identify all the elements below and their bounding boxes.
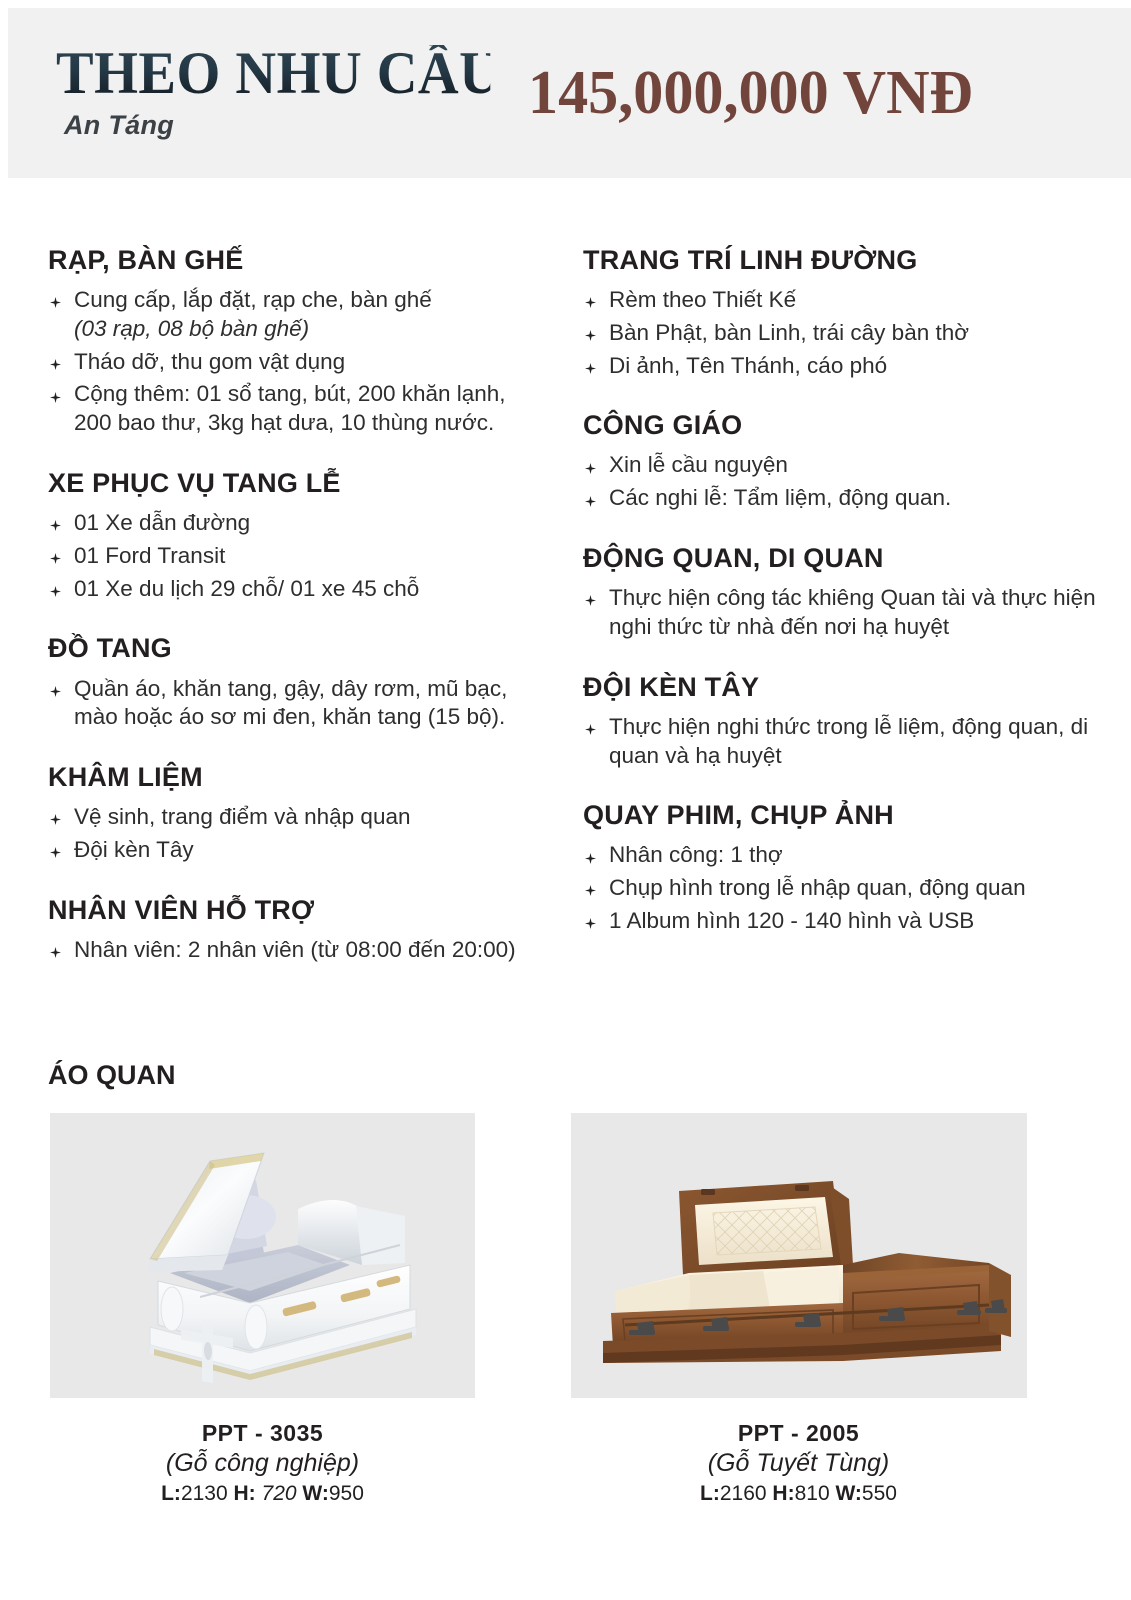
service-item-text: Chụp hình trong lễ nhập quan, động quan [609,875,1026,901]
section-heading: XE PHỤC VỤ TANG LỄ [48,468,341,499]
page-subtitle: An Táng [64,110,175,140]
casket-dim-l-label: L: [161,1482,181,1505]
service-item-text: Vệ sinh, trang điểm và nhập quan [74,804,411,830]
casket-dim-w-label: W: [835,1482,862,1505]
service-block [583,672,1111,771]
service-block [48,468,545,603]
service-item-text: 01 Ford Transit [74,542,226,568]
star-bullet-icon [585,595,596,606]
service-item [583,484,1111,513]
section-heading: CÔNG GIÁO [583,410,743,441]
service-item-list [48,509,545,603]
service-columns [0,245,1131,969]
service-item [583,352,1111,381]
service-item-text: Thực hiện công tác khiêng Quan tài và thực hiện nghi thức từ nhà đến nơi hạ huyệt [609,585,1096,639]
service-item-text: Bàn Phật, bàn Linh, trái cây bàn thờ [609,319,969,345]
service-item [48,348,545,377]
right-column [555,245,1131,969]
service-item-text: Quần áo, khăn tang, gậy, dây rơm, mũ bạc, mào hoặc áo sơ mi đen, khăn tang (15 bộ). [74,675,508,730]
service-item [583,907,1111,936]
service-item-text: Di ảnh, Tên Thánh, cáo phó [609,352,888,378]
service-item [583,319,1111,348]
star-bullet-icon [585,463,596,474]
service-item [48,675,545,733]
service-item [48,803,545,832]
service-item [583,841,1111,870]
casket-dim-h-value: 720 [261,1482,297,1505]
service-item [48,509,545,538]
service-block [48,762,545,865]
star-bullet-icon [50,392,61,403]
section-heading: RẠP, BÀN GHẾ [48,245,244,275]
service-item-text: Đội kèn Tây [74,836,194,862]
service-item-list [48,286,545,438]
service-item-list [583,584,1111,642]
left-column [0,245,555,969]
casket-caption [50,1420,475,1506]
star-bullet-icon [585,496,596,507]
casket-code: PPT - 3035 [201,1420,324,1446]
section-heading: ĐỘI KÈN TÂY [583,671,760,702]
white-casket-with-crucifix-image [50,1113,475,1398]
service-item-text: Các nghi lễ: Tẩm liệm, động quan. [609,485,952,511]
page-title: THEO NHU CẦU [56,40,501,106]
section-heading: ĐỘNG QUAN, DI QUAN [583,543,884,574]
service-item-text: Tháo dỡ, thu gom vật dụng [74,348,346,374]
service-item [583,874,1111,903]
casket-dim-w-label: W: [302,1482,329,1505]
service-item-text: 01 Xe du lịch 29 chỗ/ 01 xe 45 chỗ [74,575,420,601]
star-bullet-icon [50,297,61,308]
casket-image-panel [571,1113,1027,1398]
caskets-section-title: ÁO QUAN [48,1060,176,1090]
service-item-text: Nhân công: 1 thợ [609,842,783,868]
star-bullet-icon [50,359,61,370]
star-bullet-icon [50,553,61,564]
service-item-text: 1 Album hình 120 - 140 hình và USB [609,908,975,933]
service-item-text: Cung cấp, lắp đặt, rạp che, bàn ghế [74,287,432,313]
star-bullet-icon [50,847,61,858]
section-heading: NHÂN VIÊN HỖ TRỢ [48,894,315,925]
casket-image-panel [50,1113,475,1398]
star-bullet-icon [50,520,61,531]
casket-dim-w-value: 550 [861,1482,897,1505]
casket-dim-h-label: H: [233,1482,256,1505]
service-item-list [48,936,545,965]
star-bullet-icon [585,724,596,735]
service-item [583,713,1111,771]
casket-dim-h-label: H: [772,1482,795,1505]
section-heading: QUAY PHIM, CHỤP ẢNH [583,800,894,831]
service-item [48,936,545,965]
service-item [48,380,545,438]
section-heading: KHÂM LIỆM [48,762,203,793]
service-block [48,245,545,438]
service-item-text: Thực hiện nghi thức trong lễ liệm, động quan, di quan và hạ huyệt [609,713,1089,768]
service-item-text: Cộng thêm: 01 sổ tang, bút, 200 khăn lạnh, 200 bao thư, 3kg hạt dưa, 10 thùng nước. [74,381,506,436]
service-block [48,895,545,965]
caskets-section [0,1060,1131,1506]
service-item-note: (03 rạp, 08 bộ bàn ghế) [74,315,310,341]
header-title-group [8,40,518,141]
casket-dimensions [50,1482,475,1506]
star-bullet-icon [585,363,596,374]
star-bullet-icon [585,853,596,864]
casket-code: PPT - 2005 [737,1420,860,1446]
service-item-text: Nhân viên: 2 nhân viên (từ 08:00 đến 20:00) [74,936,516,962]
service-item-list [583,841,1111,935]
service-item-text: Xin lễ cầu nguyện [609,452,788,478]
service-block [583,245,1111,380]
package-price: 145,000,000 VNĐ [528,58,973,127]
casket-dimensions [571,1482,1027,1506]
service-item-list [583,713,1111,771]
service-item-list [48,675,545,733]
star-bullet-icon [585,918,596,929]
casket-dim-h-value: 810 [794,1482,830,1505]
service-block [583,410,1111,513]
service-item-list [583,451,1111,513]
star-bullet-icon [585,297,596,308]
star-bullet-icon [585,885,596,896]
service-item [48,286,545,344]
wooden-casket-cream-interior-image [571,1113,1027,1398]
casket-dim-l-value: 2160 [719,1482,767,1505]
section-heading: ĐỒ TANG [48,633,172,664]
star-bullet-icon [585,330,596,341]
casket-card [50,1113,571,1506]
service-block [583,543,1111,642]
service-item-text: Rèm theo Thiết Kế [609,287,797,313]
casket-dim-l-value: 2130 [180,1482,228,1505]
service-item-list [48,803,545,865]
star-bullet-icon [50,586,61,597]
service-item [583,451,1111,480]
header-band [8,8,1131,178]
casket-caption [571,1420,1027,1506]
casket-material: (Gỗ công nghiệp) [165,1449,360,1477]
service-item [48,575,545,604]
casket-card [571,1113,1092,1506]
casket-dim-l-label: L: [700,1482,720,1505]
service-block [583,800,1111,935]
service-block [48,633,545,732]
service-item [48,836,545,865]
service-item-list [583,286,1111,380]
star-bullet-icon [50,686,61,697]
casket-material: (Gỗ Tuyết Tùng) [707,1449,890,1477]
service-item [583,584,1111,642]
casket-list [0,1113,1131,1506]
service-item-text: 01 Xe dẫn đường [74,510,251,536]
casket-dim-w-value: 950 [328,1482,364,1505]
service-item [48,542,545,571]
section-heading: TRANG TRÍ LINH ĐƯỜNG [583,245,918,275]
service-item [583,286,1111,315]
star-bullet-icon [50,947,61,958]
star-bullet-icon [50,814,61,825]
